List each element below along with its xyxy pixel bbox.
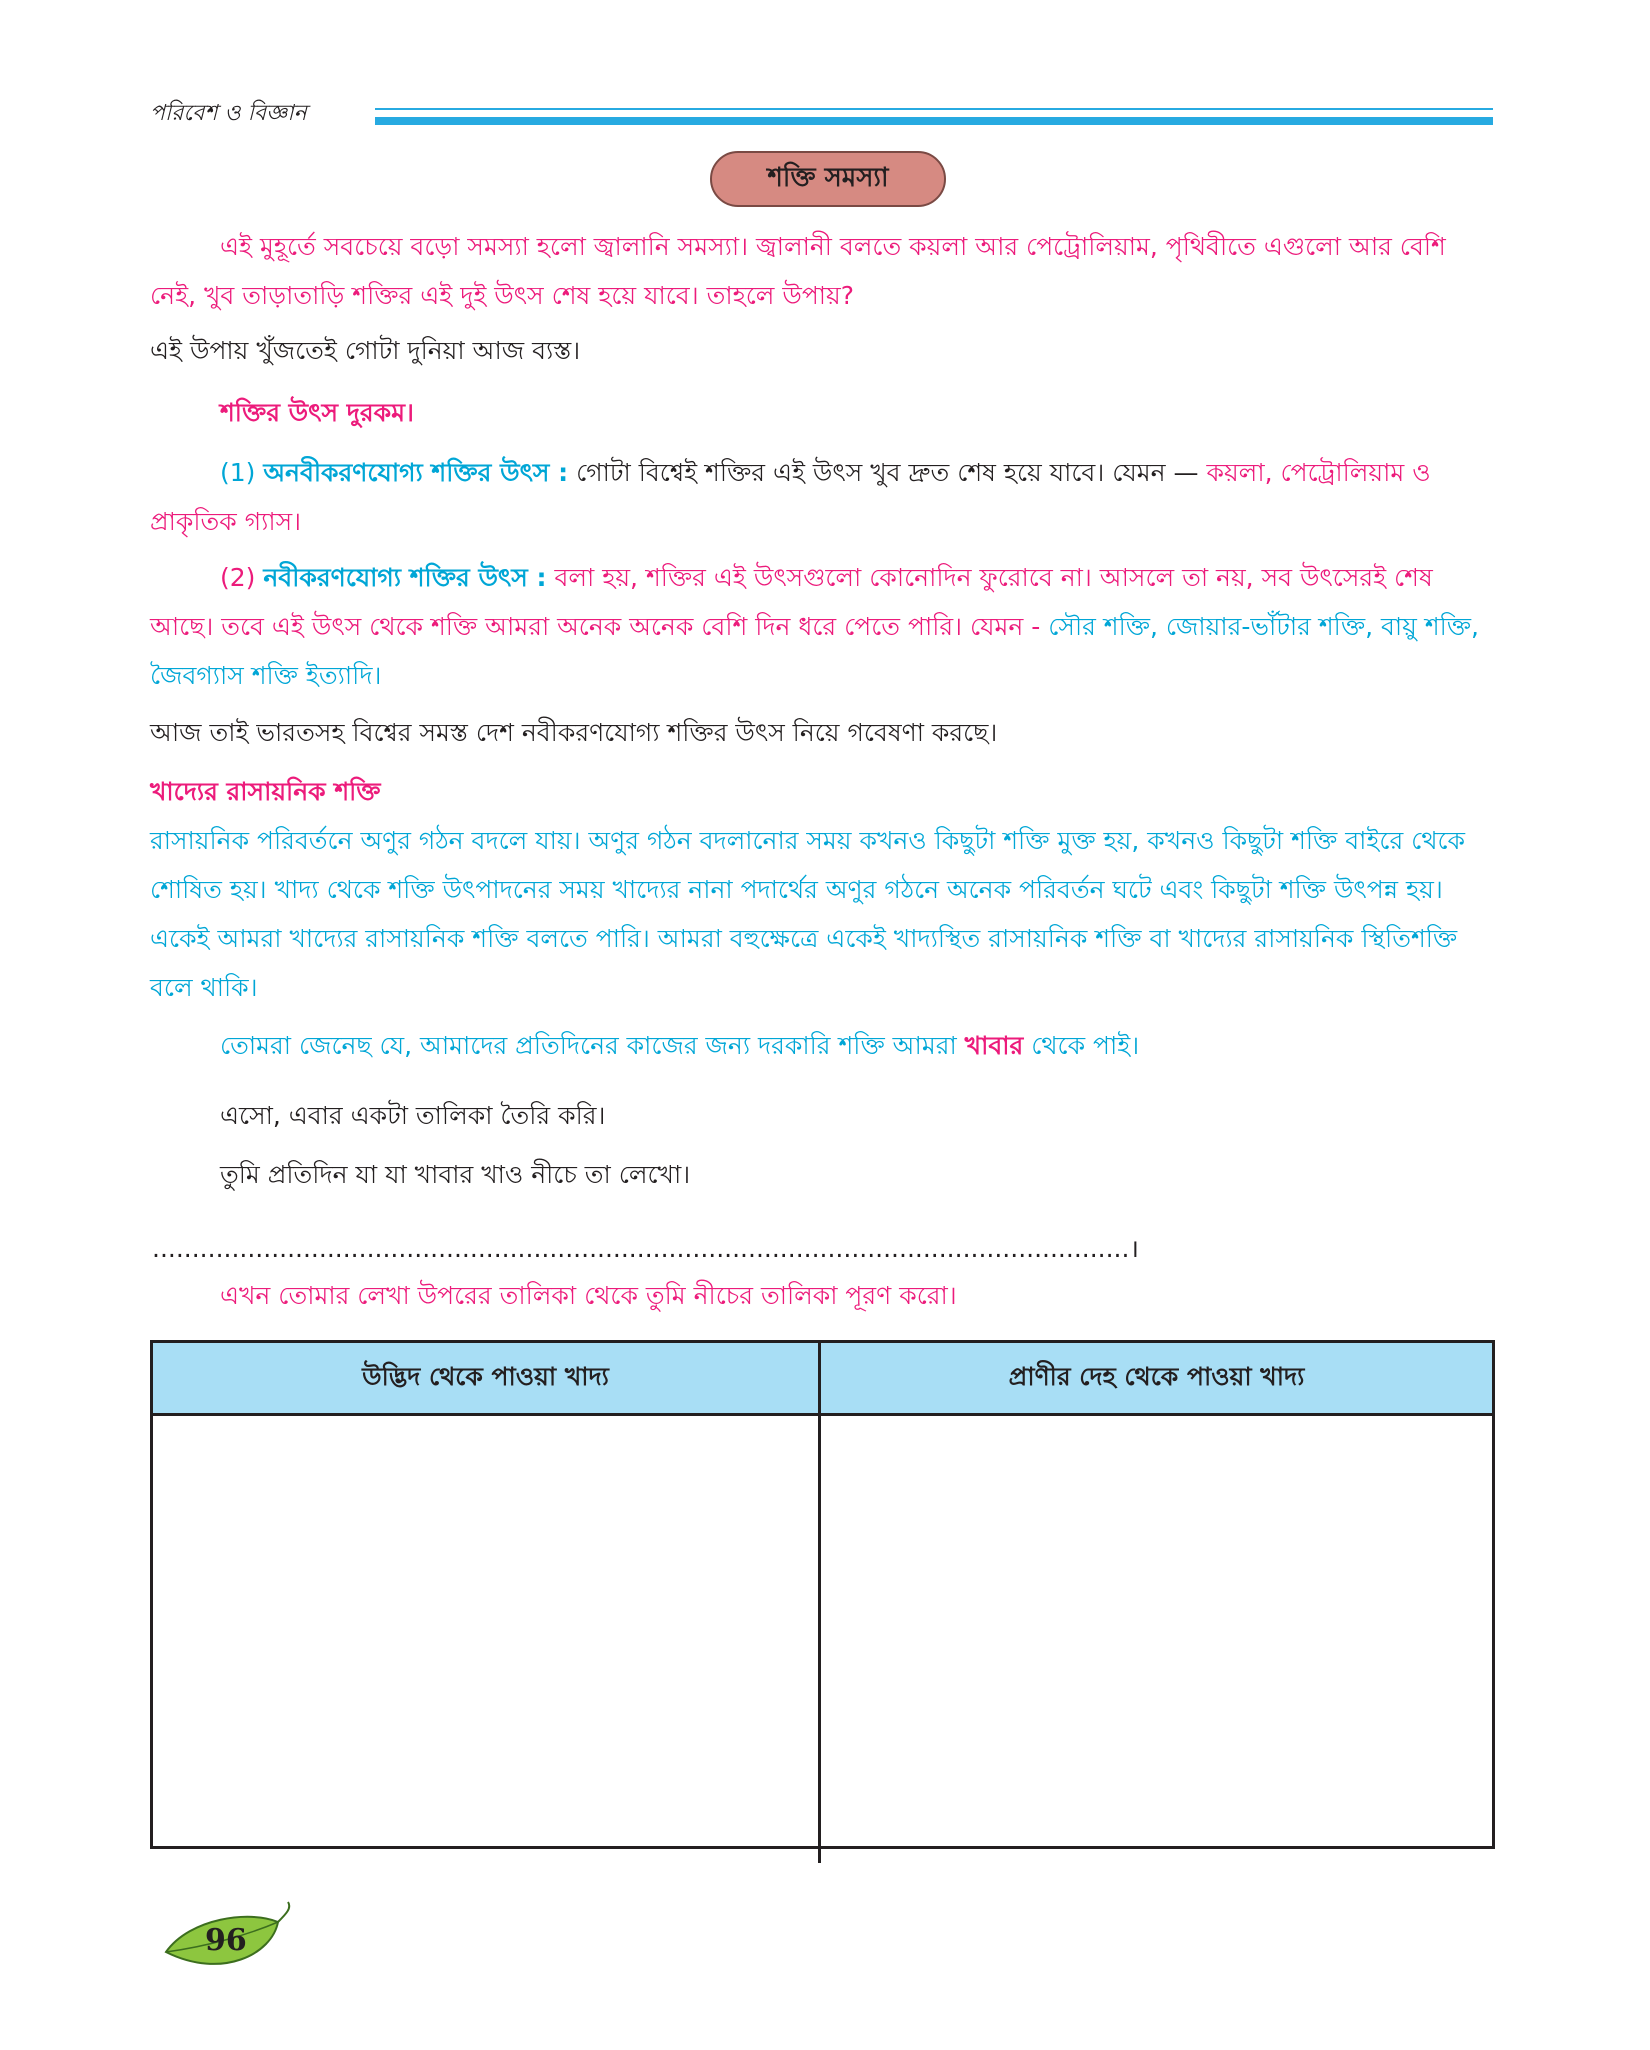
header-rule-thin [375,108,1493,110]
item-term: নবীকরণযোগ্য শক্তির উৎস : [263,563,547,592]
animal-food-cell[interactable] [821,1416,1492,1846]
food-energy-line [150,1021,1495,1070]
header-plant-food: উদ্ভিদ থেকে পাওয়া খাদ্য [362,1361,609,1391]
sources-heading: শক্তির উৎস দুরকম। [220,398,414,427]
item-examples: সৌর শক্তি, জোয়ার-ভাঁটার শক্তি, বায়ু শক্তি, জৈবগ্যাস শক্তি ইত্যাদি। [150,612,1480,690]
food-line-bold: খাবার [964,1031,1024,1060]
food-source-table [150,1340,1495,1849]
item-text: বলা হয়, শক্তির এই উৎসগুলো কোনোদিন ফুরোবে না। আসলে তা নয়, সব উৎসেরই শেষ আছে। তবে এই উৎস থেকে শক্তি আমরা অনেক অনেক বেশি দিন ধরে পেতে পারি। যেমন - [150,563,1433,641]
page-number: 96 [205,1923,247,1958]
search-paragraph: এই উপায় খুঁজতেই গোটা দুনিয়া আজ ব্যস্ত। [150,336,581,365]
answer-dotted-line[interactable]: ...........................................................................................................................। [152,1234,1139,1263]
table-instruction: এখন তোমার লেখা উপরের তালিকা থেকে তুমি নীচের তালিকা পূরণ করো। [220,1281,957,1310]
non-renewable-item [150,448,1495,546]
item-number: (2) [220,563,256,592]
section-title: শক্তি সমস্যা [710,151,946,207]
activity-line-2: তুমি প্রতিদিন যা যা খাবার খাও নীচে তা লেখো। [220,1160,691,1189]
activity-line-1: এসো, এবার একটা তালিকা তৈরি করি। [220,1101,606,1130]
running-header: পরিবেশ ও বিজ্ঞান [150,101,307,126]
research-paragraph: আজ তাই ভারতসহ বিশ্বের সমস্ত দেশ নবীকরণযোগ্য শক্তির উৎস নিয়ে গবেষণা করছে। [150,718,998,747]
food-line-before: তোমরা জেনেছ যে, আমাদের প্রতিদিনের কাজের জন্য দরকারি শক্তি আমরা [220,1031,957,1060]
renewable-item [150,553,1495,700]
chemical-energy-heading: খাদ্যের রাসায়নিক শক্তি [150,777,381,806]
chemical-energy-paragraph: রাসায়নিক পরিবর্তনে অণুর গঠন বদলে যায়। অণুর গঠন বদলানোর সময় কখনও কিছুটা শক্তি মুক্ত হয়, কখনও কিছুটা শক্তি বাইরে থেকে শোষিত হয়। খাদ্য থেকে শক্তি উৎপাদনের সময় খাদ্যের নানা পদার্থের অণুর গঠনে অনেক পরিবর্তন ঘটে এবং কিছুটা শক্তি উৎপন্ন হয়। একেই আমরা খাদ্যের রাসায়নিক শক্তি বলতে পারি। আমরা বহুক্ষেত্রে একেই খাদ্যস্থিত রাসায়নিক শক্তি বা খাদ্যের রাসায়নিক স্থিতিশক্তি বলে থাকি। [150,826,1466,1002]
food-line-after: থেকে পাই। [1031,1031,1140,1060]
item-number: (1) [220,458,256,487]
item-term: অনবীকরণযোগ্য শক্তির উৎস : [263,458,569,487]
plant-food-cell[interactable] [153,1416,818,1846]
header-rule-thick [375,117,1493,125]
header-animal-food: প্রাণীর দেহ থেকে পাওয়া খাদ্য [1008,1361,1305,1391]
intro-paragraph: এই মুহূর্তে সবচেয়ে বড়ো সমস্যা হলো জ্বালানি সমস্যা। জ্বালানী বলতে কয়লা আর পেট্রোলিয়াম, পৃথিবীতে এগুলো আর বেশি নেই, খুব তাড়াতাড়ি শক্তির এই দুই উৎস শেষ হয়ে যাবে। তাহলে উপায়? [150,232,1446,310]
item-text: গোটা বিশ্বেই শক্তির এই উৎস খুব দ্রুত শেষ হয়ে যাবে। যেমন — [576,458,1199,487]
table-column-divider [818,1343,821,1863]
item-examples: কয়লা, পেট্রোলিয়াম ও প্রাকৃতিক গ্যাস। [150,458,1431,536]
